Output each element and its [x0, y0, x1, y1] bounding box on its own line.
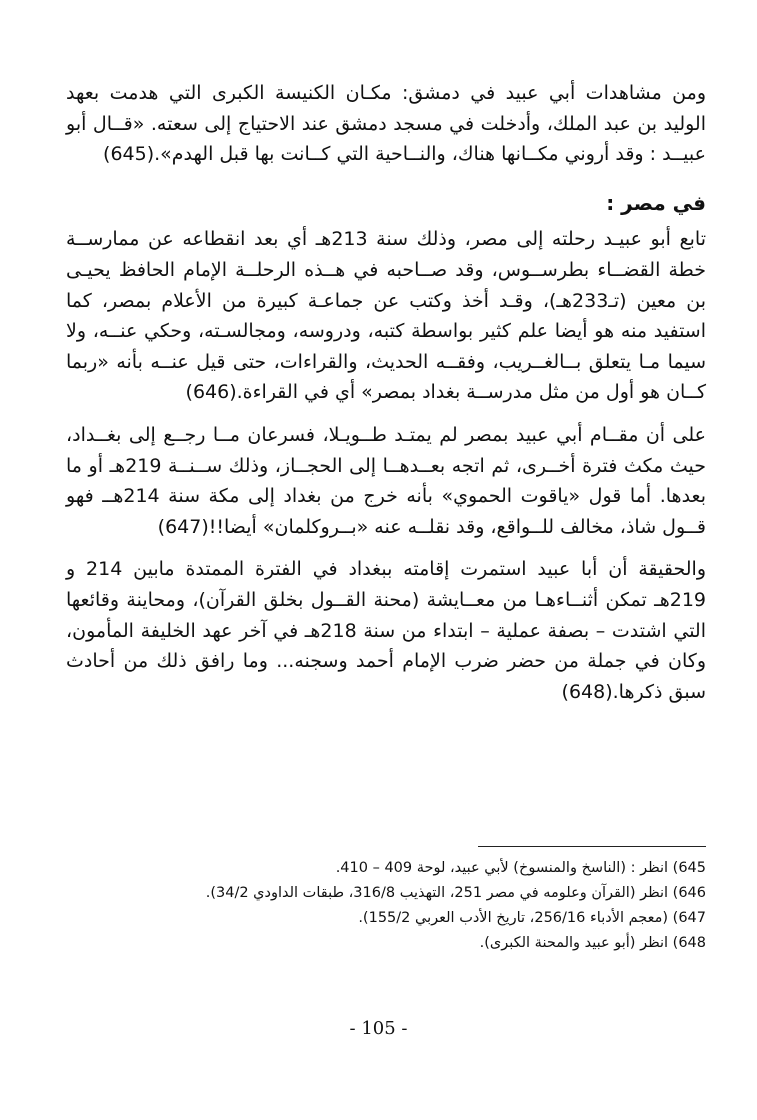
footnote-647: 647) (معجم الأدباء 256/16، تاريخ الأدب العربي 155/2).	[358, 910, 706, 926]
footnotes	[66, 856, 706, 956]
footnote-645: 645) انظر : (الناسخ والمنسوخ) لأبي عبيد، لوحة 409 – 410.	[335, 860, 706, 876]
footnote-648: 648) انظر (أبو عبيد والمحنة الكبرى).	[479, 935, 706, 951]
paragraph-mihna: والحقيقة أن أبا عبيد استمرت إقامته ببغداد في الفترة الممتدة مابين 214 و 219هـ تمكن أثنــاءهـا من معــايشة (محنة القــول بخلق القرآن)، ومحاينة وقائعها التي اشتدت – بصفة عملية – ابتداء من سنة 218هـ في آخر عهد الخليفة المأمون، وكان في جملة من حضر ضرب الإمام أحمد وسجنه... وما رافق ذلك من أحادث سبق ذكرها.(648)	[66, 558, 706, 703]
paragraph-egypt-journey: تابع أبو عبيـد رحلته إلى مصر، وذلك سنة 213هـ أي بعد انقطاعه عن ممارســة خطة القضــاء بطرســوس، وقد صــاحبه في هــذه الرحلــة الإمام الحافظ يحيـى بن معين (تـ233هـ)، وقـد أخذ وكتب عن جماعـة كبيرة من الأعلام بمصر، كما استفيد منه هو أيضا علم كثير بواسطة كتبه، ودروسه، ومجالسـته، وحكي عنــه، ولا سيما مـا يتعلق بــالغــريب، وفقــه الحديث، والقراءات، حتى قيل عنــه بأنه «ربما كــان هو أول من مثل مدرســة بغداد بمصر» أي في القراءة.(646)	[66, 228, 707, 404]
footnote-divider	[478, 846, 706, 847]
paragraph-return-baghdad: على أن مقــام أبي عبيد بمصر لم يمتـد طــويـلا، فسرعان مــا رجــع إلى بغــداد، حيث مكث فترة أخــرى، ثم اتجه بعــدهــا إلى الحجــاز، وذلك ســنــة 219هـ أو ما بعدها. أما قول «ياقوت الحموي» بأنه خرج من بغداد إلى مكة سنة 214هــ فهو قــول شاذ، مخالف للــواقع، وقد نقلــه عنه «بــروكلمان» أيضا!!(647)	[66, 423, 706, 538]
paragraph-damascus: ومن مشاهدات أبي عبيد في دمشق: مكـان الكنيسة الكبرى التي هدمت بعهد الوليد بن عبد الملك، وأدخلت في مسجد دمشق عند الاحتياج إلى سعته. «قــال أبو عبيــد : وقد أروني مكــانها هناك، والنــاحية التي كــانت بها قبل الهدم».(645)	[66, 82, 706, 166]
page-number: - 105 -	[349, 1018, 408, 1039]
section-heading-egypt: في مصر :	[606, 190, 706, 215]
footnote-646: 646) انظر (القرآن وعلومه في مصر 251، التهذيب 316/8، طبقات الداودي 34/2).	[205, 885, 706, 901]
main-text	[66, 78, 706, 707]
